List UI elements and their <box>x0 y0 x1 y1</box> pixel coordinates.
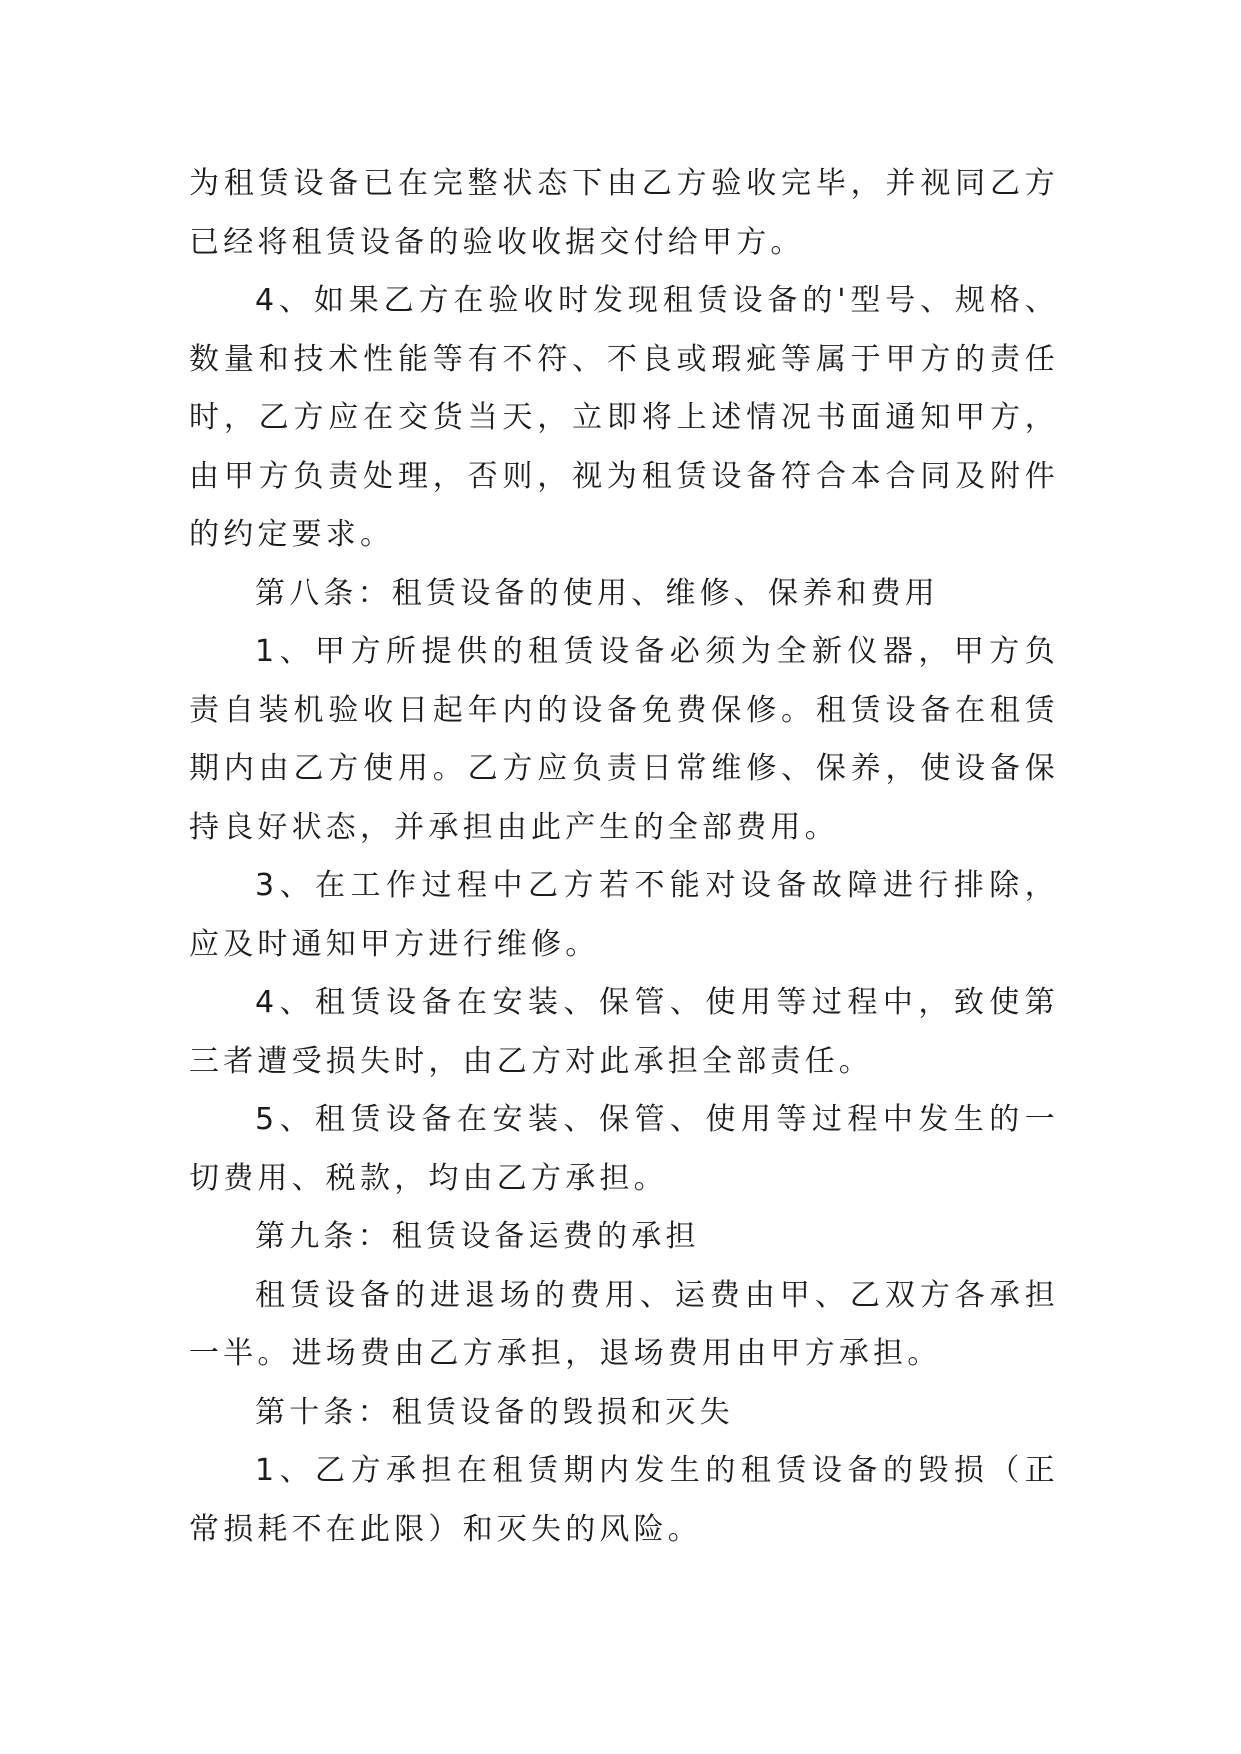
document-body <box>189 155 1059 1559</box>
paragraph-clause-8-3: 3、在工作过程中乙方若不能对设备故障进行排除，应及时通知甲方进行维修。 <box>189 868 1059 962</box>
paragraph-clause-8-4: 4、租赁设备在安装、保管、使用等过程中，致使第三者遭受损失时，由乙方对此承担全部责任。 <box>189 985 1059 1079</box>
paragraph-article-9-body: 租赁设备的进退场的费用、运费由甲、乙双方各承担一半。进场费由乙方承担，退场费用由甲方承担。 <box>189 1277 1059 1371</box>
paragraph-clause-7-4: 4、如果乙方在验收时发现租赁设备的'型号、规格、数量和技术性能等有不符、不良或瑕疵等属于甲方的责任时，乙方应在交货当天，立即将上述情况书面通知甲方，由甲方负责处理，否则，视为租赁设备符合本合同及附件的约定要求。 <box>189 283 1059 552</box>
paragraph-clause-8-5: 5、租赁设备在安装、保管、使用等过程中发生的一切费用、税款，均由乙方承担。 <box>189 1102 1059 1196</box>
heading-article-10: 第十条：租赁设备的毁损和灭失 <box>255 1394 734 1430</box>
paragraph-continuation: 为租赁设备已在完整状态下由乙方验收完毕，并视同乙方已经将租赁设备的验收收据交付给甲方。 <box>189 166 1059 260</box>
heading-article-8: 第八条：租赁设备的使用、维修、保养和费用 <box>255 575 939 611</box>
heading-article-9: 第九条：租赁设备运费的承担 <box>255 1219 700 1254</box>
paragraph-clause-10-1: 1、乙方承担在租赁期内发生的租赁设备的毁损（正常损耗不在此限）和灭失的风险。 <box>189 1453 1059 1547</box>
paragraph-clause-8-1: 1、甲方所提供的租赁设备必须为全新仪器，甲方负责自装机验收日起年内的设备免费保修。租赁设备在租赁期内由乙方使用。乙方应负责日常维修、保养，使设备保持良好状态，并承担由此产生的全部费用。 <box>189 634 1059 845</box>
